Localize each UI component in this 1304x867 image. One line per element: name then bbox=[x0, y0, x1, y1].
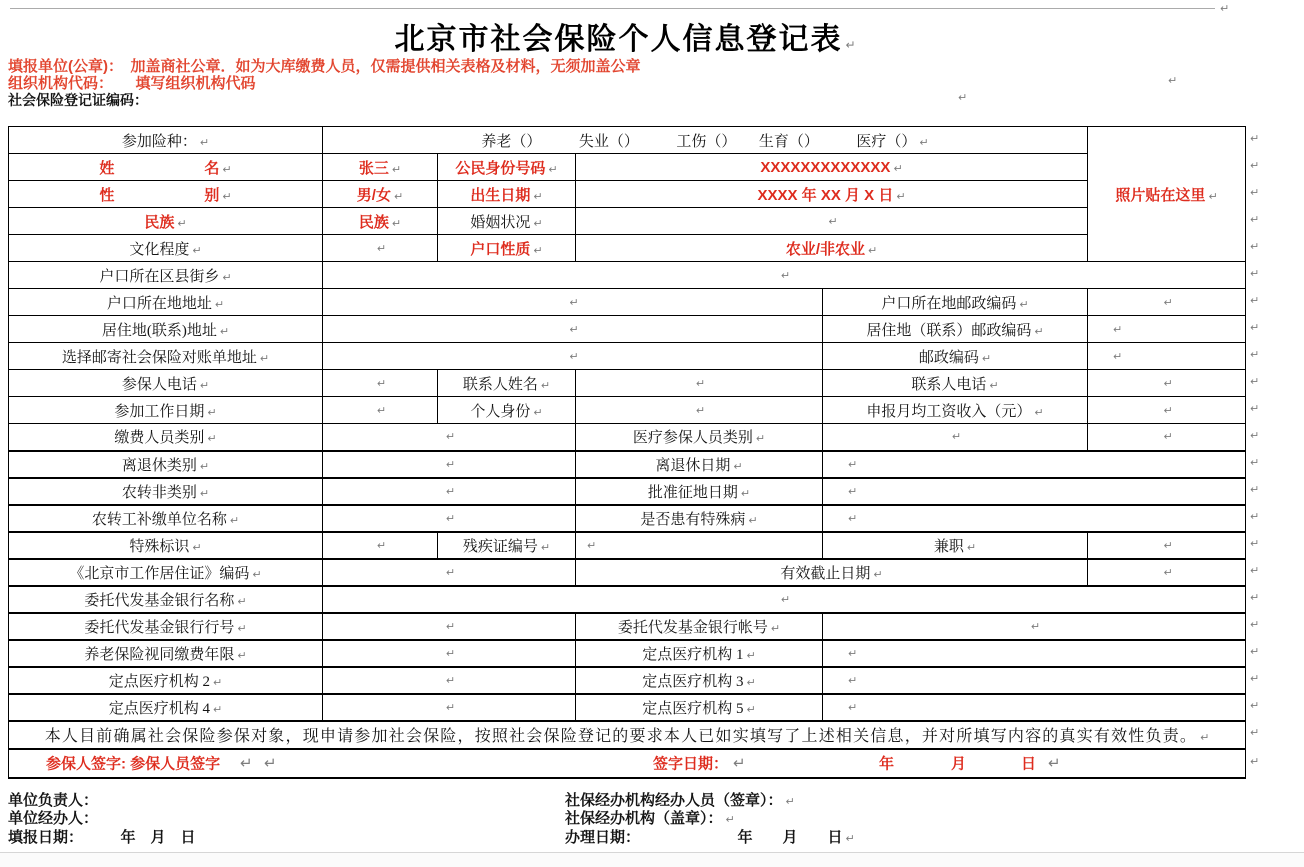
paragraph-mark: ↵ bbox=[1200, 731, 1210, 744]
cell-text: 批准征地日期 bbox=[647, 484, 738, 501]
field-label-cell bbox=[9, 289, 323, 316]
field-value-cell[interactable] bbox=[1088, 559, 1246, 586]
row-end-mark: ↵ bbox=[1250, 509, 1260, 523]
field-value-cell[interactable] bbox=[576, 208, 1088, 235]
field-label-cell bbox=[576, 505, 823, 532]
paragraph-mark: ↵ bbox=[237, 648, 247, 662]
paragraph-mark: ↵ bbox=[393, 189, 404, 203]
field-label-cell bbox=[9, 532, 323, 559]
field-label-cell bbox=[9, 316, 323, 343]
field-label-cell bbox=[9, 154, 323, 181]
paragraph-mark: ↵ bbox=[445, 511, 456, 525]
fill-date-label: 填报日期： 年 月 日 bbox=[8, 829, 196, 846]
paragraph-mark: ↵ bbox=[219, 324, 230, 338]
paragraph-mark: ↵ bbox=[533, 243, 543, 257]
paragraph-mark: ↵ bbox=[1034, 324, 1044, 338]
paragraph-mark: ↵ bbox=[1163, 295, 1173, 309]
paragraph-mark: ↵ bbox=[240, 754, 253, 772]
field-value-cell[interactable] bbox=[323, 694, 576, 721]
field-label-cell bbox=[9, 451, 323, 478]
field-label-cell bbox=[576, 667, 823, 694]
registration-cert-code-label: 社会保险登记证编码： bbox=[8, 92, 148, 108]
cell-text: 委托代发基金银行名称 bbox=[84, 592, 235, 609]
paragraph-mark: ↵ bbox=[1168, 74, 1178, 87]
row-end-mark: ↵ bbox=[1250, 320, 1260, 334]
field-value-cell[interactable] bbox=[323, 289, 823, 316]
row-end-mark: ↵ bbox=[1250, 347, 1260, 361]
field-value-cell[interactable] bbox=[823, 640, 1246, 667]
paragraph-mark: ↵ bbox=[740, 486, 751, 500]
field-value-cell[interactable] bbox=[323, 451, 576, 478]
field-value-cell[interactable] bbox=[323, 586, 1246, 613]
row-end-mark: ↵ bbox=[1250, 698, 1260, 712]
cell-text: 是否患有特殊病 bbox=[640, 511, 746, 528]
cell-text: 养老保险视同缴费年限 bbox=[84, 646, 235, 663]
field-value-cell[interactable] bbox=[823, 667, 1246, 694]
field-label-cell bbox=[9, 505, 323, 532]
row-end-mark: ↵ bbox=[1250, 726, 1260, 739]
cell-text: 户口所在地邮政编码 bbox=[881, 295, 1017, 312]
paragraph-mark: ↵ bbox=[376, 538, 387, 552]
field-label-cell bbox=[576, 451, 823, 478]
cell-text: 申报月均工资收入（元） bbox=[866, 403, 1032, 420]
field-label-cell bbox=[823, 343, 1088, 370]
paragraph-mark: ↵ bbox=[989, 378, 999, 392]
paragraph-mark: ↵ bbox=[445, 484, 456, 498]
cell-text: 参加险种： bbox=[121, 133, 197, 150]
paragraph-mark: ↵ bbox=[1208, 189, 1218, 203]
page-bottom-rule bbox=[0, 852, 1304, 867]
field-value-cell[interactable] bbox=[823, 505, 1246, 532]
field-value-cell[interactable] bbox=[576, 532, 823, 559]
form-title-text: 北京市社会保险个人信息登记表 bbox=[394, 23, 843, 56]
row-end-mark: ↵ bbox=[1250, 617, 1260, 631]
field-value-cell[interactable] bbox=[823, 613, 1246, 640]
fill-unit-instruction: 填报单位(公章)： 加盖商社公章．如为大库缴费人员，仅需提供相关表格及材料，无须加盖公章 bbox=[8, 58, 641, 75]
field-value-cell[interactable] bbox=[823, 478, 1246, 505]
paragraph-mark: ↵ bbox=[1030, 619, 1041, 633]
field-value-cell[interactable] bbox=[1088, 316, 1246, 343]
field-value-cell[interactable] bbox=[823, 424, 1088, 451]
paragraph-mark: ↵ bbox=[725, 813, 735, 826]
field-label-cell bbox=[438, 181, 576, 208]
field-value-cell[interactable] bbox=[9, 749, 1246, 778]
signature-row-text: 参保人签字: 参保人员签字 bbox=[46, 755, 221, 773]
field-label-cell bbox=[9, 667, 323, 694]
cell-text: 特殊标识 bbox=[129, 538, 190, 555]
field-value-cell[interactable] bbox=[323, 235, 438, 262]
row-end-mark: ↵ bbox=[1250, 644, 1260, 658]
cell-text: 缴费人员类别 bbox=[114, 430, 205, 447]
cell-text: 公民身份号码 bbox=[455, 159, 546, 177]
agency-seal-text: 社保经办机构（盖章）： bbox=[565, 810, 723, 827]
cell-text: 农转非类别 bbox=[121, 484, 197, 501]
cell-text: 定点医疗机构 1 bbox=[642, 646, 744, 663]
cell-text: XXXX 年 XX 月 X 日 bbox=[757, 186, 894, 204]
paragraph-mark: ↵ bbox=[237, 594, 247, 608]
cell-text: 有效截止日期 bbox=[780, 565, 871, 582]
row-end-mark: ↵ bbox=[1250, 563, 1260, 577]
cell-text: 户口所在地地址 bbox=[106, 295, 212, 312]
paragraph-mark: ↵ bbox=[540, 378, 551, 392]
field-value-cell[interactable] bbox=[323, 424, 576, 451]
paragraph-mark: ↵ bbox=[695, 403, 706, 417]
row-end-mark: ↵ bbox=[1250, 131, 1260, 145]
field-value-cell[interactable] bbox=[576, 397, 823, 424]
page-top-rule bbox=[10, 8, 1215, 9]
paragraph-mark: ↵ bbox=[848, 646, 858, 660]
paragraph-mark: ↵ bbox=[785, 795, 795, 808]
paragraph-mark: ↵ bbox=[873, 567, 883, 581]
signature-row-text: 日 bbox=[1021, 755, 1037, 773]
paragraph-mark: ↵ bbox=[966, 540, 977, 554]
row-end-mark: ↵ bbox=[1250, 158, 1260, 172]
paragraph-mark: ↵ bbox=[845, 38, 856, 52]
field-label-cell bbox=[9, 262, 323, 289]
cell-text: 联系人电话 bbox=[911, 376, 987, 393]
field-label-cell bbox=[9, 397, 323, 424]
field-label-cell bbox=[823, 289, 1088, 316]
paragraph-mark: ↵ bbox=[192, 540, 202, 554]
cell-text: XXXXXXXXXXXXX bbox=[760, 158, 891, 176]
cell-text: 养老（） 失业（） 工伤（） 生育（） 医疗（） bbox=[481, 133, 917, 150]
paragraph-mark: ↵ bbox=[445, 646, 456, 660]
row-end-mark: ↵ bbox=[1250, 185, 1260, 199]
paragraph-mark: ↵ bbox=[264, 754, 277, 772]
field-label-cell bbox=[9, 586, 323, 613]
field-value-cell[interactable] bbox=[576, 181, 1088, 208]
paragraph-mark: ↵ bbox=[391, 162, 402, 176]
field-value-cell[interactable] bbox=[1088, 127, 1246, 262]
field-value-cell[interactable] bbox=[576, 370, 823, 397]
cell-text: 参加工作日期 bbox=[114, 403, 205, 420]
field-value-cell[interactable] bbox=[576, 235, 1088, 262]
field-label-cell bbox=[576, 694, 823, 721]
cell-text: 兼职 bbox=[933, 538, 964, 555]
cell-text: 参保人电话 bbox=[121, 376, 197, 393]
field-value-cell[interactable] bbox=[323, 316, 823, 343]
org-code-instruction: 组织机构代码： 填写组织机构代码 bbox=[8, 75, 256, 92]
row-end-mark: ↵ bbox=[1250, 374, 1260, 388]
paragraph-mark: ↵ bbox=[207, 405, 217, 419]
paragraph-mark: ↵ bbox=[845, 832, 855, 845]
cell-text: 农转工补缴单位名称 bbox=[91, 511, 227, 528]
paragraph-mark: ↵ bbox=[533, 216, 543, 230]
paragraph-mark: ↵ bbox=[746, 675, 756, 689]
field-value-cell[interactable] bbox=[323, 397, 438, 424]
field-label-cell bbox=[9, 694, 323, 721]
paragraph-mark: ↵ bbox=[587, 538, 597, 552]
paragraph-mark: ↵ bbox=[746, 648, 756, 662]
paragraph-mark: ↵ bbox=[199, 459, 210, 473]
paragraph-mark: ↵ bbox=[199, 378, 210, 392]
field-label-cell bbox=[576, 613, 823, 640]
field-label-cell bbox=[438, 397, 576, 424]
field-value-cell[interactable] bbox=[823, 694, 1246, 721]
paragraph-mark: ↵ bbox=[259, 351, 270, 365]
paragraph-mark: ↵ bbox=[919, 135, 929, 149]
paragraph-mark: ↵ bbox=[569, 349, 579, 363]
signature-row-text: 月 bbox=[951, 755, 967, 773]
row-end-mark: ↵ bbox=[1250, 401, 1260, 415]
field-value-cell[interactable] bbox=[323, 667, 576, 694]
cell-text: 张三 bbox=[358, 159, 389, 177]
paragraph-mark: ↵ bbox=[755, 432, 766, 446]
cell-text: 照片贴在这里 bbox=[1115, 186, 1206, 204]
field-label-cell bbox=[823, 370, 1088, 397]
paragraph-mark: ↵ bbox=[569, 322, 579, 336]
field-value-cell[interactable] bbox=[1088, 343, 1246, 370]
field-label-cell bbox=[9, 370, 323, 397]
cell-text: 本人目前确属社会保险参保对象，现申请参加社会保险，按照社会保险登记的要求本人已如实填写了上述相关信息，并对所填写内容的真实有效性负责。 bbox=[44, 728, 1198, 745]
paragraph-mark: ↵ bbox=[214, 297, 225, 311]
field-label-cell bbox=[9, 181, 323, 208]
paragraph-mark: ↵ bbox=[540, 540, 551, 554]
paragraph-mark: ↵ bbox=[237, 621, 247, 635]
paragraph-mark: ↵ bbox=[445, 619, 456, 633]
field-value-cell[interactable] bbox=[823, 451, 1246, 478]
field-label-cell bbox=[576, 478, 823, 505]
paragraph-mark: ↵ bbox=[252, 567, 262, 581]
field-label-cell bbox=[576, 424, 823, 451]
cell-text: 残疾证编号 bbox=[462, 538, 538, 555]
paragraph-mark: ↵ bbox=[1034, 405, 1044, 419]
field-label-cell bbox=[9, 127, 323, 154]
row-end-mark: ↵ bbox=[1250, 671, 1260, 685]
paragraph-mark: ↵ bbox=[695, 376, 706, 390]
paragraph-mark: ↵ bbox=[222, 162, 232, 176]
paragraph-mark: ↵ bbox=[896, 189, 906, 203]
field-label-cell bbox=[438, 370, 576, 397]
cell-text: 委托代发基金银行帐号 bbox=[617, 619, 768, 636]
paragraph-mark: ↵ bbox=[207, 432, 217, 446]
cell-text: 定点医疗机构 3 bbox=[642, 673, 744, 690]
cell-text: 男/女 bbox=[356, 186, 391, 204]
field-label-cell bbox=[438, 154, 576, 181]
paragraph-mark: ↵ bbox=[445, 430, 456, 444]
row-end-mark: ↵ bbox=[1250, 428, 1260, 442]
cell-text: 文化程度 bbox=[129, 241, 190, 258]
paragraph-mark: ↵ bbox=[229, 513, 240, 527]
paragraph-mark: ↵ bbox=[1163, 376, 1173, 390]
row-end-mark: ↵ bbox=[1250, 455, 1260, 469]
paragraph-mark: ↵ bbox=[533, 405, 543, 419]
cell-text: 民族 bbox=[358, 213, 389, 231]
field-value-cell[interactable] bbox=[323, 532, 438, 559]
cell-text: 户口性质 bbox=[470, 240, 531, 258]
paragraph-mark: ↵ bbox=[1163, 538, 1173, 552]
cell-text: 民族 bbox=[144, 213, 175, 231]
paragraph-mark: ↵ bbox=[445, 457, 456, 471]
paragraph-mark: ↵ bbox=[199, 135, 210, 149]
cell-text: 个人身份 bbox=[470, 403, 531, 420]
cell-text: 邮政编码 bbox=[918, 349, 979, 366]
field-value-cell[interactable] bbox=[576, 154, 1088, 181]
paragraph-mark: ↵ bbox=[848, 484, 858, 498]
field-value-cell[interactable] bbox=[323, 208, 438, 235]
field-label-cell bbox=[9, 721, 1246, 749]
cell-text: 定点医疗机构 2 bbox=[108, 673, 211, 690]
field-value-cell[interactable] bbox=[1088, 397, 1246, 424]
paragraph-mark: ↵ bbox=[868, 243, 878, 257]
paragraph-mark: ↵ bbox=[445, 673, 456, 687]
row-end-mark: ↵ bbox=[1250, 590, 1260, 604]
field-label-cell bbox=[9, 478, 323, 505]
signature-row-text: 年 bbox=[879, 755, 895, 773]
paragraph-mark: ↵ bbox=[213, 675, 223, 689]
field-label-cell bbox=[576, 640, 823, 667]
field-label-cell bbox=[438, 532, 576, 559]
row-end-mark: ↵ bbox=[1250, 482, 1260, 496]
paragraph-mark: ↵ bbox=[848, 700, 858, 714]
cell-text: 居住地（联系）邮政编码 bbox=[866, 322, 1032, 339]
paragraph-mark: ↵ bbox=[848, 457, 858, 471]
cell-text: 出生日期 bbox=[470, 186, 531, 204]
paragraph-mark: ↵ bbox=[376, 241, 387, 255]
field-label-cell bbox=[9, 208, 323, 235]
cell-text: 离退休日期 bbox=[655, 457, 731, 474]
cell-text: 婚姻状况 bbox=[470, 214, 531, 231]
paragraph-mark: ↵ bbox=[1019, 297, 1029, 311]
field-value-cell[interactable] bbox=[323, 262, 1246, 289]
field-label-cell bbox=[9, 424, 323, 451]
cell-text: 医疗参保人员类别 bbox=[632, 430, 753, 447]
row-end-mark: ↵ bbox=[1250, 212, 1260, 226]
row-end-mark: ↵ bbox=[1250, 536, 1260, 550]
signature-row-text: 签字日期： bbox=[653, 755, 729, 773]
paragraph-mark: ↵ bbox=[770, 621, 781, 635]
row-end-mark: ↵ bbox=[1250, 754, 1260, 768]
field-label-cell bbox=[823, 316, 1088, 343]
process-date-text: 办理日期： 年 月 日 bbox=[565, 829, 843, 846]
cell-text: 离退休类别 bbox=[121, 457, 197, 474]
paragraph-mark: ↵ bbox=[1113, 349, 1123, 363]
paragraph-mark: ↵ bbox=[1113, 322, 1123, 336]
field-label-cell bbox=[9, 559, 323, 586]
field-label-cell bbox=[576, 559, 1088, 586]
field-value-cell[interactable] bbox=[323, 613, 576, 640]
field-value-cell[interactable] bbox=[1088, 424, 1246, 451]
paragraph-mark: ↵ bbox=[1163, 430, 1173, 444]
paragraph-mark: ↵ bbox=[445, 700, 456, 714]
paragraph-mark: ↵ bbox=[748, 513, 758, 527]
paragraph-mark: ↵ bbox=[746, 702, 756, 716]
field-value-cell[interactable] bbox=[323, 127, 1088, 154]
paragraph-mark: ↵ bbox=[893, 161, 903, 175]
paragraph-mark: ↵ bbox=[1220, 2, 1230, 15]
row-end-mark: ↵ bbox=[1250, 266, 1260, 280]
paragraph-mark: ↵ bbox=[733, 459, 743, 473]
field-value-cell[interactable] bbox=[323, 343, 823, 370]
agency-seal-label bbox=[565, 807, 735, 828]
cell-text: 农业/非农业 bbox=[785, 240, 865, 258]
paragraph-mark: ↵ bbox=[828, 214, 838, 228]
field-value-cell[interactable] bbox=[323, 154, 438, 181]
cell-text: 委托代发基金银行行号 bbox=[84, 619, 235, 636]
field-value-cell[interactable] bbox=[323, 181, 438, 208]
cell-text: 定点医疗机构 5 bbox=[642, 700, 744, 717]
cell-text: 居住地(联系)地址 bbox=[101, 322, 217, 339]
paragraph-mark: ↵ bbox=[376, 403, 387, 417]
field-label-cell bbox=[823, 397, 1088, 424]
cell-text: 联系人姓名 bbox=[462, 376, 538, 393]
paragraph-mark: ↵ bbox=[192, 243, 202, 257]
field-value-cell[interactable] bbox=[323, 370, 438, 397]
paragraph-mark: ↵ bbox=[981, 351, 992, 365]
paragraph-mark: ↵ bbox=[376, 376, 387, 390]
paragraph-mark: ↵ bbox=[533, 189, 543, 203]
process-date-label bbox=[565, 826, 855, 847]
cell-text: 户口所在区县街乡 bbox=[99, 268, 220, 285]
row-end-mark: ↵ bbox=[1250, 293, 1260, 307]
paragraph-mark: ↵ bbox=[1163, 403, 1173, 417]
field-label-cell bbox=[438, 208, 576, 235]
paragraph-mark: ↵ bbox=[1163, 565, 1173, 579]
form-title bbox=[0, 14, 1250, 58]
row-end-marks bbox=[1250, 126, 1270, 786]
cell-text: 选择邮寄社会保险对账单地址 bbox=[61, 349, 257, 366]
paragraph-mark: ↵ bbox=[199, 486, 210, 500]
unit-leader-label: 单位负责人： bbox=[8, 792, 99, 809]
field-value-cell[interactable] bbox=[1088, 370, 1246, 397]
paragraph-mark: ↵ bbox=[445, 565, 456, 579]
paragraph-mark: ↵ bbox=[951, 430, 962, 444]
cell-text: 定点医疗机构 4 bbox=[108, 700, 211, 717]
paragraph-mark: ↵ bbox=[848, 673, 858, 687]
field-value-cell[interactable] bbox=[1088, 532, 1246, 559]
paragraph-mark: ↵ bbox=[733, 754, 746, 772]
paragraph-mark: ↵ bbox=[780, 592, 791, 606]
cell-text: 性 别 bbox=[99, 186, 220, 204]
paragraph-mark: ↵ bbox=[1048, 754, 1061, 772]
field-label-cell bbox=[9, 613, 323, 640]
paragraph-mark: ↵ bbox=[958, 91, 968, 104]
paragraph-mark: ↵ bbox=[780, 268, 791, 282]
paragraph-mark: ↵ bbox=[222, 270, 232, 284]
paragraph-mark: ↵ bbox=[391, 216, 402, 230]
paragraph-mark: ↵ bbox=[848, 511, 858, 525]
field-value-cell[interactable] bbox=[323, 640, 576, 667]
field-label-cell bbox=[9, 640, 323, 667]
paragraph-mark: ↵ bbox=[548, 162, 558, 176]
paragraph-mark: ↵ bbox=[177, 216, 187, 230]
cell-text: 姓 名 bbox=[99, 159, 220, 177]
field-label-cell bbox=[823, 532, 1088, 559]
field-value-cell[interactable] bbox=[323, 559, 576, 586]
field-value-cell[interactable] bbox=[323, 478, 576, 505]
cell-text: 《北京市工作居住证》编码 bbox=[69, 565, 250, 582]
paragraph-mark: ↵ bbox=[213, 702, 223, 716]
row-end-mark: ↵ bbox=[1250, 239, 1260, 253]
field-value-cell[interactable] bbox=[1088, 289, 1246, 316]
paragraph-mark: ↵ bbox=[569, 295, 579, 309]
field-value-cell[interactable] bbox=[323, 505, 576, 532]
unit-handler-label: 单位经办人： bbox=[8, 810, 99, 827]
field-label-cell bbox=[9, 343, 323, 370]
registration-form-table bbox=[8, 126, 1246, 779]
paragraph-mark: ↵ bbox=[222, 189, 232, 203]
field-label-cell bbox=[9, 235, 323, 262]
agency-staff-text: 社保经办机构经办人员（签章）： bbox=[565, 792, 783, 809]
field-label-cell bbox=[438, 235, 576, 262]
